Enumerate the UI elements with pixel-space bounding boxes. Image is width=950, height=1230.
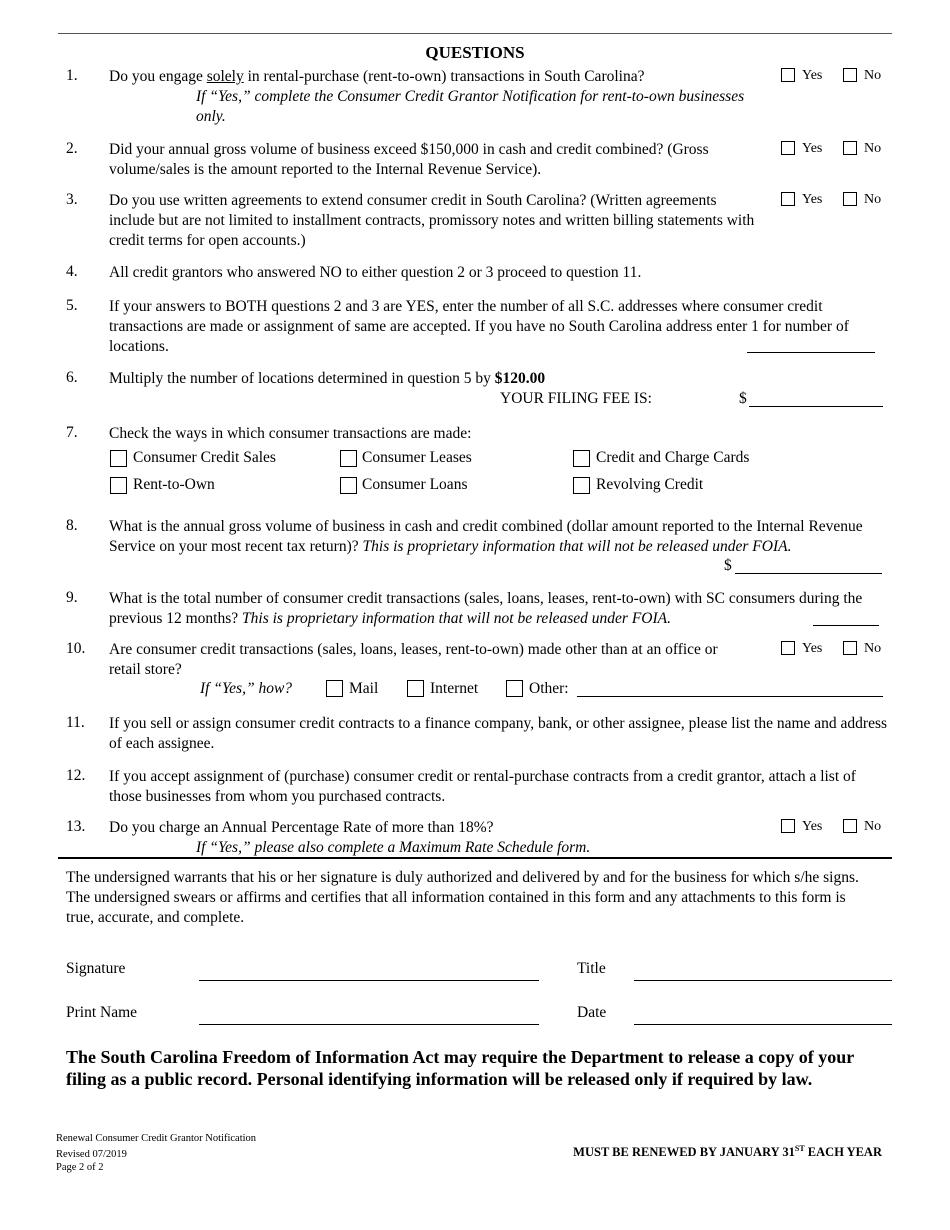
- q13-yes-label: Yes: [802, 819, 823, 834]
- q11-number: 11.: [66, 714, 85, 731]
- q2-no-label: No: [864, 141, 882, 156]
- q3-no-label: No: [864, 192, 882, 207]
- q3-yes-label: Yes: [802, 192, 823, 207]
- warranty-text: The undersigned warrants that his or her signature is duly authorized and delivered by and for the business for which s/he signs. The undersigned swears or affirms and certifies that all information contained in this form and any attachments to this form is true, accurate, and complete.: [66, 869, 859, 926]
- q7-consumer-credit-sales-label: Consumer Credit Sales: [133, 449, 276, 466]
- q7-consumer-credit-sales-checkbox[interactable]: [110, 450, 127, 467]
- q10-mail-label: Mail: [349, 680, 379, 697]
- q6-fee-field[interactable]: [749, 406, 883, 407]
- q5-locations-field[interactable]: [747, 352, 875, 353]
- q7-credit-charge-cards-label: Credit and Charge Cards: [596, 449, 750, 466]
- q13-number: 13.: [66, 818, 86, 835]
- q13-no-label: No: [864, 819, 882, 834]
- q7-revolving-credit-label: Revolving Credit: [596, 476, 704, 493]
- title-label: Title: [577, 960, 606, 977]
- q10-number: 10.: [66, 640, 86, 657]
- q4-text: All credit grantors who answered NO to either question 2 or 3 proceed to question 11.: [109, 264, 642, 281]
- q13-yes-checkbox[interactable]: [781, 819, 795, 833]
- q7-consumer-loans-checkbox[interactable]: [340, 477, 357, 494]
- q7-consumer-loans-label: Consumer Loans: [362, 476, 468, 493]
- q8-text: What is the annual gross volume of business in cash and credit combined (dollar amount reported to the Internal Revenue Service on your most recent tax return)? This is proprietary information that will not be released under FOIA.: [109, 518, 863, 555]
- q6-dollar-sign: $: [739, 390, 747, 407]
- q7-credit-charge-cards-checkbox[interactable]: [573, 450, 590, 467]
- q13-text: Do you charge an Annual Percentage Rate of more than 18%?: [109, 819, 494, 836]
- q10-yes-checkbox[interactable]: [781, 641, 795, 655]
- date-field[interactable]: [634, 1024, 892, 1025]
- signature-label: Signature: [66, 960, 126, 977]
- q6-number: 6.: [66, 369, 78, 386]
- q8-number: 8.: [66, 517, 78, 534]
- q9-text: What is the total number of consumer credit transactions (sales, loans, leases, rent-to-own) with SC consumers during the previous 12 months? This is proprietary information that will not be released under FOIA.: [109, 590, 863, 627]
- q2-number: 2.: [66, 140, 78, 157]
- q7-text: Check the ways in which consumer transactions are made:: [109, 425, 472, 442]
- q1-number: 1.: [66, 67, 78, 84]
- q10-other-checkbox[interactable]: [506, 680, 523, 697]
- print-name-label: Print Name: [66, 1004, 138, 1021]
- q13-note: If “Yes,” please also complete a Maximum Rate Schedule form.: [196, 839, 591, 856]
- footer-page: Page 2 of 2: [56, 1162, 104, 1173]
- q10-text: Are consumer credit transactions (sales, loans, leases, rent-to-own) made other than at an office or retail store?: [109, 641, 718, 678]
- q12-text: If you accept assignment of (purchase) consumer credit or rental-purchase contracts from a credit grantor, attach a list of those businesses from whom you purchased contracts.: [109, 768, 856, 805]
- q7-consumer-leases-checkbox[interactable]: [340, 450, 357, 467]
- q10-how-label: If “Yes,” how?: [200, 680, 293, 697]
- q4-number: 4.: [66, 263, 78, 280]
- q1-no-checkbox[interactable]: [843, 68, 857, 82]
- q6-text: Multiply the number of locations determined in question 5 by $120.00: [109, 370, 546, 387]
- q2-yes-label: Yes: [802, 141, 823, 156]
- q2-yes-checkbox[interactable]: [781, 141, 795, 155]
- q11-text: If you sell or assign consumer credit contracts to a finance company, bank, or other assignee, please list the name and address of each assignee.: [109, 715, 888, 752]
- q3-no-checkbox[interactable]: [843, 192, 857, 206]
- section-divider: [58, 857, 892, 859]
- q1-yes-checkbox[interactable]: [781, 68, 795, 82]
- q2-no-checkbox[interactable]: [843, 141, 857, 155]
- q10-other-field[interactable]: [577, 696, 883, 697]
- signature-field[interactable]: [199, 980, 539, 981]
- section-title: QUESTIONS: [425, 43, 525, 62]
- q12-number: 12.: [66, 767, 86, 784]
- foia-notice: The South Carolina Freedom of Information Act may require the Department to release a copy of your filing as a public record. Personal identifying information will be released only if required by law.: [66, 1047, 854, 1089]
- q1-yes-label: Yes: [802, 68, 823, 83]
- q5-text: If your answers to BOTH questions 2 and 3 are YES, enter the number of all S.C. addresses where consumer credit transactions are made or assignment of same are accepted. If you have no South Carolina address enter 1 for number of locations.: [109, 298, 849, 355]
- title-field[interactable]: [634, 980, 892, 981]
- q7-consumer-leases-label: Consumer Leases: [362, 449, 472, 466]
- q8-dollar-sign: $: [724, 557, 732, 574]
- top-divider: [58, 33, 892, 34]
- q7-number: 7.: [66, 424, 78, 441]
- q10-internet-checkbox[interactable]: [407, 680, 424, 697]
- date-label: Date: [577, 1004, 607, 1021]
- footer-form-name: Renewal Consumer Credit Grantor Notification: [56, 1133, 257, 1144]
- q7-rent-to-own-label: Rent-to-Own: [133, 476, 215, 493]
- q2-text: Did your annual gross volume of business exceed $150,000 in cash and credit combined? (Gross volume/sales is the amount reported to the Internal Revenue Service).: [109, 141, 709, 178]
- q3-yes-checkbox[interactable]: [781, 192, 795, 206]
- q10-no-label: No: [864, 641, 882, 656]
- q5-number: 5.: [66, 297, 78, 314]
- q13-no-checkbox[interactable]: [843, 819, 857, 833]
- q3-text: Do you use written agreements to extend consumer credit in South Carolina? (Written agreements include but are not limited to installment contracts, promissory notes and written billing statements with credit terms for open accounts.): [109, 192, 755, 249]
- q10-internet-label: Internet: [430, 680, 479, 697]
- q9-count-field[interactable]: [813, 625, 879, 626]
- q8-volume-field[interactable]: [735, 573, 882, 574]
- q10-no-checkbox[interactable]: [843, 641, 857, 655]
- q10-other-label: Other:: [529, 680, 569, 697]
- footer-revised: Revised 07/2019: [56, 1149, 127, 1160]
- q1-no-label: No: [864, 68, 882, 83]
- q1-text: Do you engage solely in rental-purchase (rent-to-own) transactions in South Carolina?: [109, 68, 645, 85]
- renewal-deadline: MUST BE RENEWED BY JANUARY 31ST EACH YEAR: [573, 1144, 882, 1160]
- q6-fee-label: YOUR FILING FEE IS:: [500, 390, 652, 407]
- q9-number: 9.: [66, 589, 78, 606]
- q10-yes-label: Yes: [802, 641, 823, 656]
- q10-mail-checkbox[interactable]: [326, 680, 343, 697]
- q1-note: If “Yes,” complete the Consumer Credit Grantor Notification for rent-to-own businesses only.: [196, 88, 745, 125]
- q7-rent-to-own-checkbox[interactable]: [110, 477, 127, 494]
- q7-revolving-credit-checkbox[interactable]: [573, 477, 590, 494]
- q3-number: 3.: [66, 191, 78, 208]
- print-name-field[interactable]: [199, 1024, 539, 1025]
